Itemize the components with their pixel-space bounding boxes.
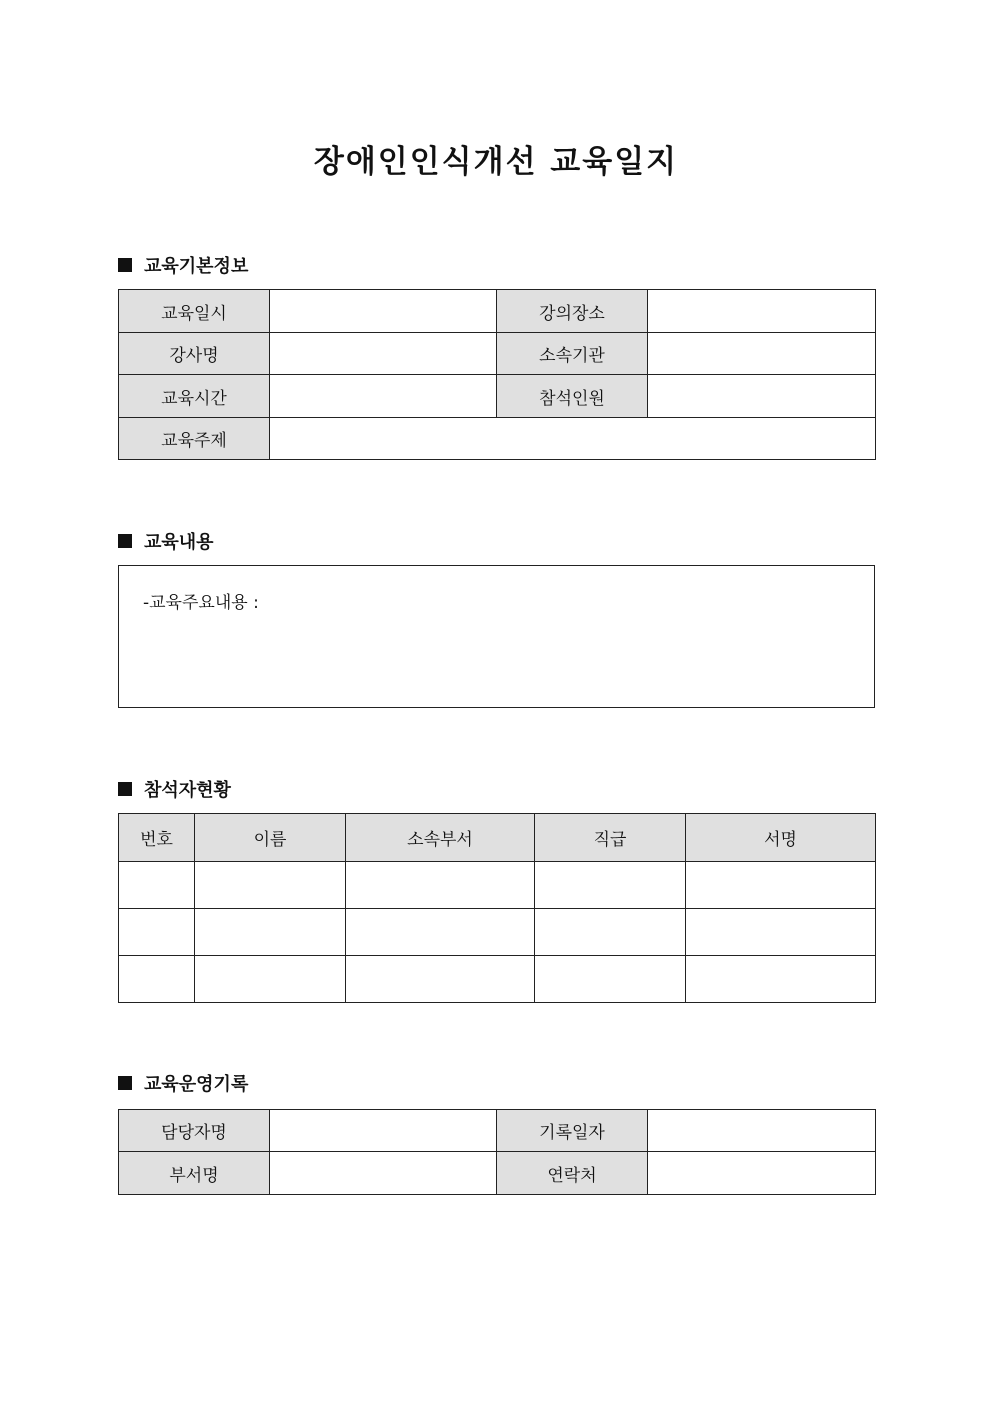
field-instructor[interactable] — [270, 333, 497, 375]
cell[interactable] — [535, 909, 686, 956]
cell[interactable] — [195, 956, 346, 1003]
label-time: 교육시간 — [119, 375, 270, 418]
field-attendees[interactable] — [648, 375, 876, 418]
field-time[interactable] — [270, 375, 497, 418]
attendance-table — [118, 813, 876, 1003]
cell[interactable] — [535, 862, 686, 909]
section-heading-label: 교육운영기록 — [144, 1074, 249, 1095]
operation-table — [118, 1109, 876, 1195]
label-contact: 연락처 — [497, 1152, 648, 1195]
cell[interactable] — [195, 909, 346, 956]
field-org[interactable] — [648, 333, 876, 375]
cell[interactable] — [346, 862, 535, 909]
field-date[interactable] — [270, 290, 497, 333]
label-topic: 교육주제 — [119, 418, 270, 460]
cell[interactable] — [686, 956, 876, 1003]
section-heading-content — [118, 528, 214, 554]
basic-info-table — [118, 289, 876, 460]
cell[interactable] — [535, 956, 686, 1003]
square-bullet-icon — [118, 258, 132, 272]
section-heading-label: 교육기본정보 — [144, 256, 249, 277]
content-main-label: -교육주요내용 : — [143, 593, 259, 613]
field-contact[interactable] — [648, 1152, 876, 1195]
field-dept[interactable] — [270, 1152, 497, 1195]
square-bullet-icon — [118, 782, 132, 796]
header-dept: 소속부서 — [346, 814, 535, 862]
cell[interactable] — [119, 909, 195, 956]
square-bullet-icon — [118, 1076, 132, 1090]
field-place[interactable] — [648, 290, 876, 333]
cell[interactable] — [195, 862, 346, 909]
field-manager[interactable] — [270, 1110, 497, 1152]
header-rank: 직급 — [535, 814, 686, 862]
table-row — [119, 956, 876, 1003]
cell[interactable] — [119, 862, 195, 909]
label-org: 소속기관 — [497, 333, 648, 375]
label-manager: 담당자명 — [119, 1110, 270, 1152]
cell[interactable] — [686, 909, 876, 956]
field-topic[interactable] — [270, 418, 876, 460]
label-date: 교육일시 — [119, 290, 270, 333]
section-heading-attendance — [118, 776, 231, 802]
cell[interactable] — [346, 956, 535, 1003]
table-row — [119, 909, 876, 956]
section-heading-operation — [118, 1070, 248, 1096]
content-box[interactable] — [118, 565, 875, 708]
square-bullet-icon — [118, 534, 132, 548]
field-record-date[interactable] — [648, 1110, 876, 1152]
cell[interactable] — [686, 862, 876, 909]
label-attendees: 참석인원 — [497, 375, 648, 418]
section-heading-label: 참석자현황 — [144, 780, 231, 801]
label-instructor: 강사명 — [119, 333, 270, 375]
header-name: 이름 — [195, 814, 346, 862]
header-number: 번호 — [119, 814, 195, 862]
header-signature: 서명 — [686, 814, 876, 862]
cell[interactable] — [119, 956, 195, 1003]
label-dept: 부서명 — [119, 1152, 270, 1195]
table-row — [119, 862, 876, 909]
label-record-date: 기록일자 — [497, 1110, 648, 1152]
section-heading-label: 교육내용 — [144, 532, 214, 553]
page-title: 장애인인식개선 교육일지 — [313, 144, 679, 180]
cell[interactable] — [346, 909, 535, 956]
label-place: 강의장소 — [497, 290, 648, 333]
section-heading-basic — [118, 252, 248, 278]
